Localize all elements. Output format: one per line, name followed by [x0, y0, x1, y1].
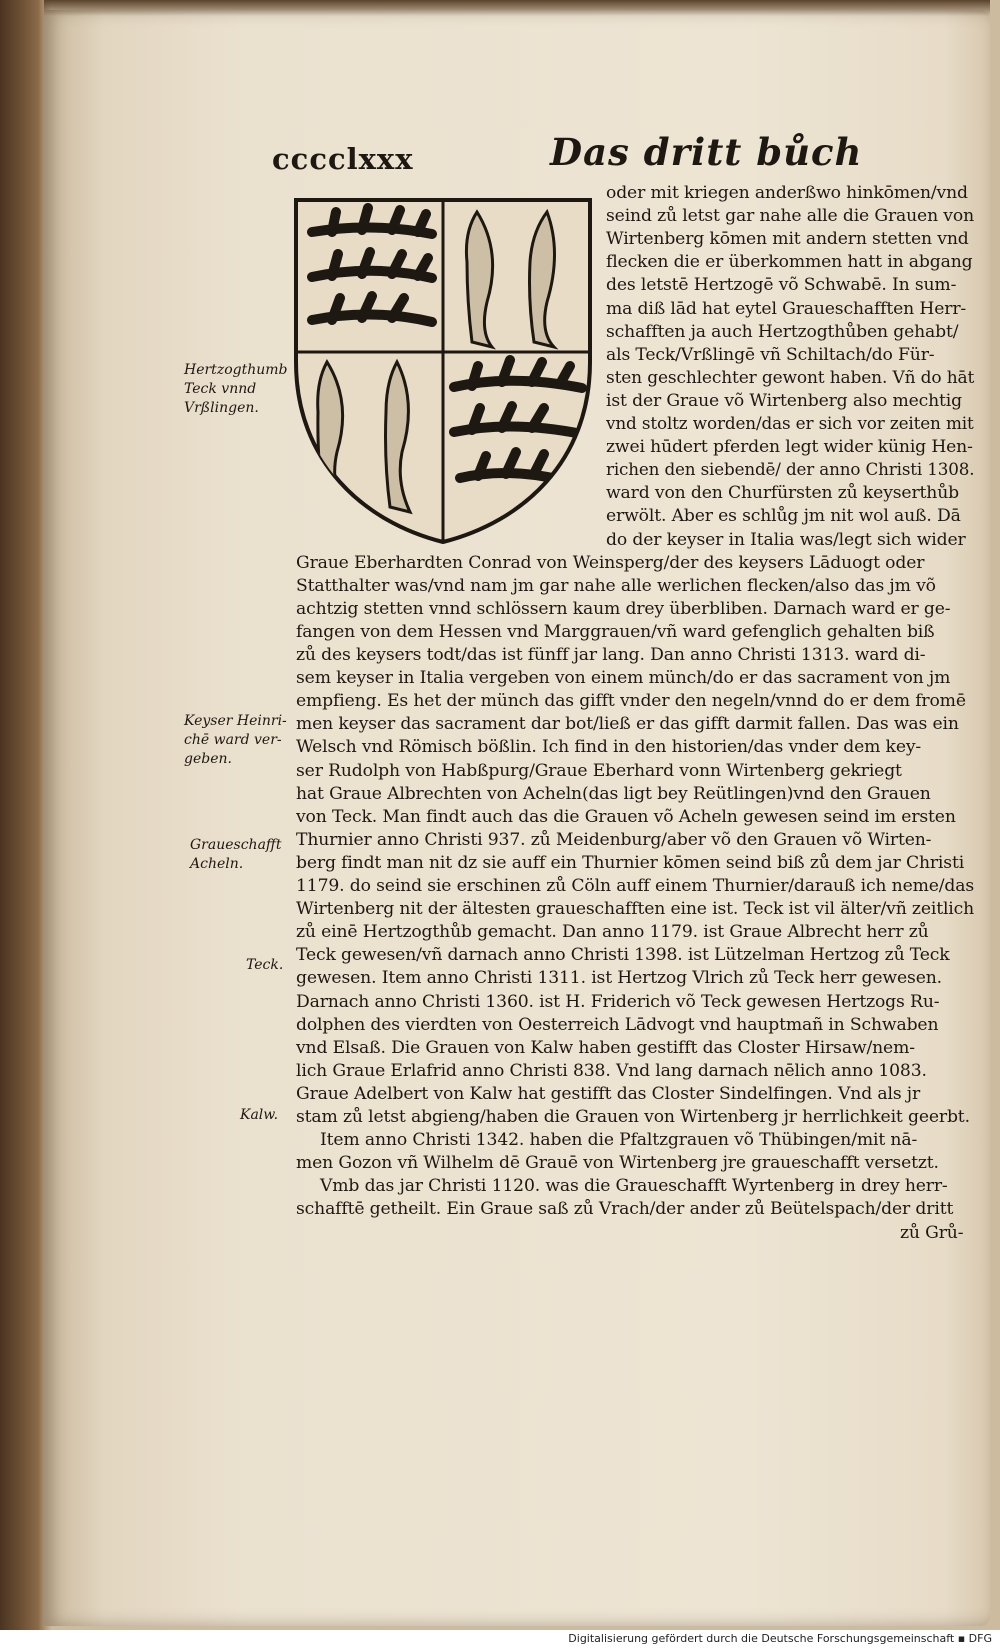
text-line: oder mit kriegen anderßwo hinkōmen/vnd — [606, 183, 968, 203]
margin-note-acheln: Graueschafft Acheln. — [190, 837, 282, 872]
running-title: Das dritt bůch — [550, 130, 863, 174]
text-line: Statthalter was/vnd nam jm gar nahe alle werlichen flecken/also das jm võ — [296, 575, 936, 596]
text-line: men Gozon vñ Wilhelm dē Grauē von Wirtenberg jre graueschafft versetzt. — [296, 1153, 939, 1174]
margin-note-kalw: Kalw. — [240, 1107, 279, 1123]
text-line: stam zů letst abgieng/haben die Grauen von Wirtenberg jr herrlichkeit geerbt. — [296, 1107, 970, 1127]
text-line: Welsch vnd Römisch bößlin. Ich find in den historien/das vnder dem key- — [296, 737, 922, 758]
page-top-shadow — [44, 0, 990, 16]
text-line: Wirtenberg kōmen mit andern stetten vnd — [606, 229, 969, 250]
text-line: Graue Adelbert von Kalw hat gestifft das Closter Sindelfingen. Vnd als jr — [296, 1083, 921, 1104]
text-line: zů Grů- — [900, 1222, 964, 1243]
text-line: schafften ja auch Hertzogthůben gehabt/ — [606, 321, 959, 342]
text-line: Teck gewesen/vñ darnach anno Christi 1398. ist Lützelman Hertzog zů Teck — [296, 945, 950, 966]
text-line: men keyser das sacrament dar bot/ließ er das gifft darmit fallen. Das was ein — [296, 714, 959, 735]
text-line: Wirtenberg nit der ältesten graueschafften eine ist. Teck ist vil älter/vñ zeitlich — [296, 899, 975, 920]
text-line: fangen von dem Hessen vnd Marggrauen/vñ ward gefenglich gehalten biß — [296, 621, 935, 642]
text-line: vnd Elsaß. Die Grauen von Kalw haben gestifft das Closter Hirsaw/nem- — [296, 1037, 915, 1058]
text-line: ist der Graue võ Wirtenberg also mechtig — [606, 390, 962, 411]
text-line: sten geschlechter gewont haben. Vñ do hāt — [606, 367, 975, 388]
text-line: gewesen. Item anno Christi 1311. ist Hertzog Vlrich zů Teck herr gewesen. — [296, 968, 942, 989]
text-line: zwei hūdert pferden legt wider künig Hen- — [606, 437, 973, 458]
text-line: 1179. do seind sie erschinen zů Cöln auff einem Thurnier/darauß ich neme/das — [296, 876, 975, 896]
text-line: achtzig stetten vnnd schlössern kaum drey überbliben. Darnach ward er ge- — [296, 598, 951, 619]
coat-of-arms-image — [292, 192, 594, 544]
text-line: sem keyser in Italia vergeben von einem münch/do er das sacrament von jm — [296, 668, 951, 689]
text-line: schafftē getheilt. Ein Graue saß zů Vrach/der ander zů Beütelspach/der dritt — [296, 1199, 954, 1220]
text-line: hat Graue Albrechten von Acheln(das ligt bey Reütlingen)vnd den Grauen — [296, 783, 931, 804]
text-line: zů einē Hertzogthůb gemacht. Dan anno 1179. ist Graue Albrecht herr zů — [296, 922, 929, 943]
text-line: dolphen des vierdten von Oesterreich Lādvogt vnd hauptmañ in Schwaben — [296, 1014, 939, 1035]
text-line: richen den siebendē/ der anno Christi 1308. — [606, 460, 975, 481]
text-line: ser Rudolph von Habßpurg/Graue Eberhard vonn Wirtenberg gekriegt — [296, 760, 902, 781]
text-line: ma diß lād hat eytel Graueschafften Herr- — [606, 298, 967, 319]
text-line: Vmb das jar Christi 1120. was die Graueschafft Wyrtenberg in drey herr- — [320, 1176, 948, 1197]
text-line: Item anno Christi 1342. haben die Pfaltzgrauen võ Thübingen/mit nā- — [320, 1130, 918, 1151]
text-line: vnd stoltz worden/das er sich vor zeiten mit — [606, 414, 974, 434]
text-line: als Teck/Vrßlingē vñ Schiltach/do Für- — [606, 344, 935, 365]
text-line: ward von den Churfürsten zů keyserthůb — [606, 483, 959, 504]
margin-note-teck-vrsslingen: Hertzogthumb Teck vnnd Vrßlingen. — [184, 362, 288, 416]
text-line: Thurnier anno Christi 937. zů Meidenburg/aber võ den Grauen võ Wirten- — [296, 829, 932, 850]
text-line: zů des keysers todt/das ist fünff jar lang. Dan anno Christi 1313. ward di- — [296, 645, 926, 665]
text-line: do der keyser in Italia was/legt sich wider — [606, 529, 966, 550]
text-line: empfieng. Es het der münch das gifft vnder den negeln/vnnd do er dem fromē — [296, 691, 966, 712]
text-line: Graue Eberhardten Conrad von Weinsperg/der des keysers Lāduogt oder — [296, 552, 925, 573]
text-line: des letstē Hertzogē võ Schwabē. In sum- — [606, 275, 957, 296]
margin-note-keyser-heinrich: Keyser Heinri- chē ward ver- geben. — [184, 713, 287, 767]
text-line: berg findt man nit dz sie auff ein Thurnier kōmen seind biß zů dem jar Christi — [296, 852, 965, 873]
text-line: lich Graue Erlafrid anno Christi 838. Vnd lang darnach nēlich anno 1083. — [296, 1060, 927, 1081]
text-line: seind zů letst gar nahe alle die Grauen von — [606, 206, 974, 227]
text-line: flecken die er überkommen hatt in abgang — [606, 252, 973, 273]
text-line: von Teck. Man findt auch das die Grauen võ Acheln gewesen seind im ersten — [296, 806, 956, 827]
footer-credit: Digitalisierung gefördert durch die Deutsche Forschungsgemeinschaft ▪ DFG — [568, 1632, 992, 1645]
margin-note-teck: Teck. — [246, 957, 284, 973]
text-line: erwölt. Aber es schlůg jm nit wol auß. Dā — [606, 506, 961, 527]
folio-number: cccclxxx — [272, 142, 414, 176]
text-line: Darnach anno Christi 1360. ist H. Friderich võ Teck gewesen Hertzogs Ru- — [296, 991, 940, 1012]
